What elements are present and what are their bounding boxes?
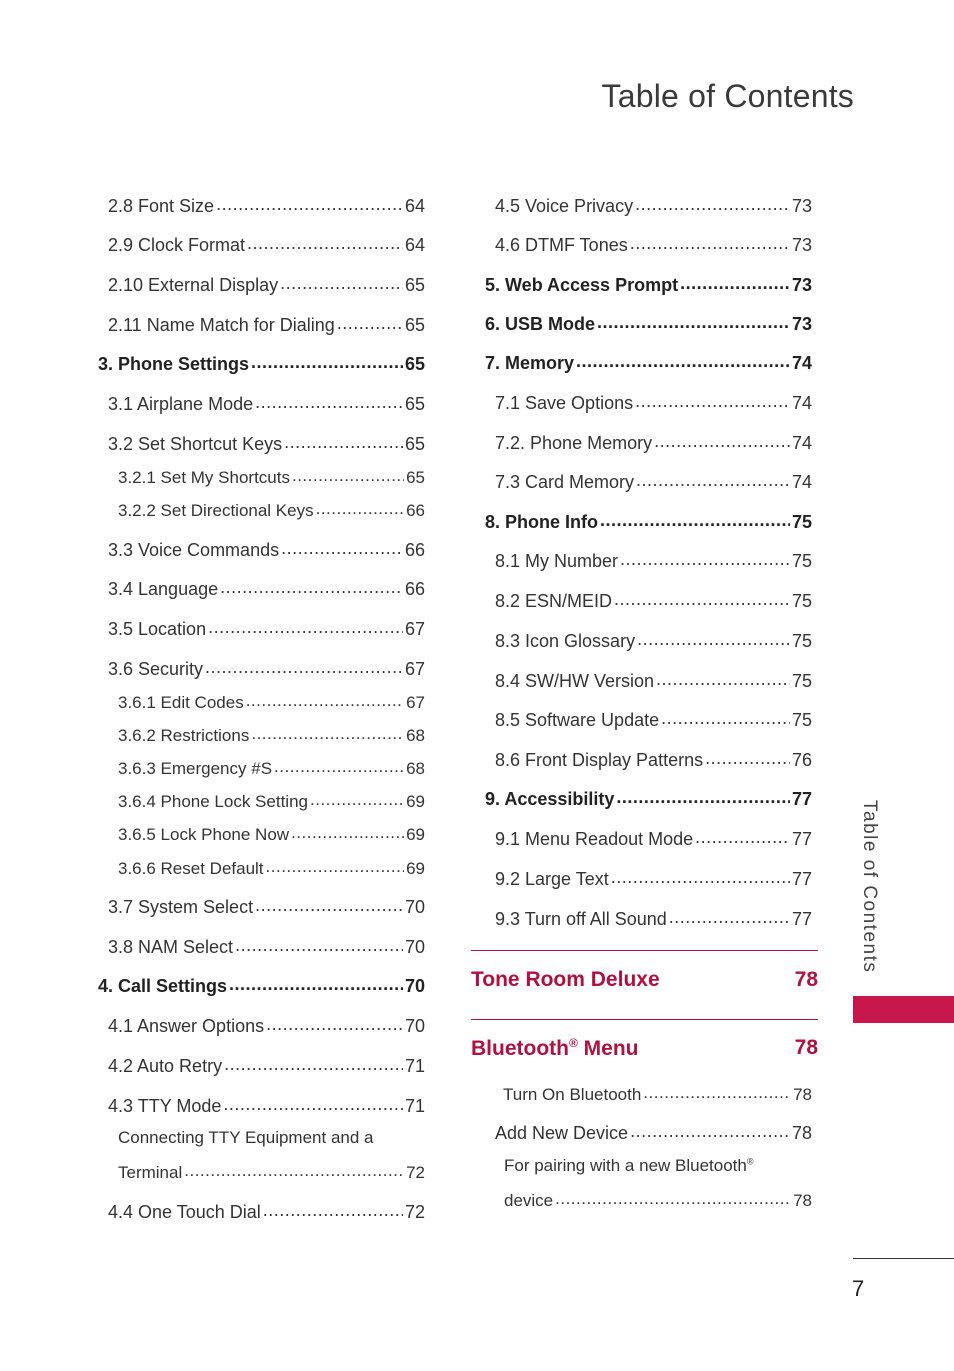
toc-entry[interactable]: 9.2 Large Text ..... 77 bbox=[495, 867, 812, 890]
toc-entry-sub[interactable]: Turn On Bluetooth ..... 78 bbox=[503, 1083, 812, 1105]
toc-entry-section[interactable]: 9. Accessibility ..... 77 bbox=[485, 787, 812, 810]
toc-entry-sub[interactable]: 3.6.5 Lock Phone Now ..... 69 bbox=[118, 823, 425, 845]
toc-entry-sub[interactable]: 3.2.2 Set Directional Keys ..... 66 bbox=[118, 499, 425, 521]
toc-entry[interactable]: 9.1 Menu Readout Mode ..... 77 bbox=[495, 827, 812, 850]
toc-entry[interactable]: 7.1 Save Options ..... 74 bbox=[495, 391, 812, 414]
page-number: 7 bbox=[852, 1276, 865, 1301]
toc-entry-sub[interactable]: 3.6.2 Restrictions ..... 68 bbox=[118, 724, 425, 746]
toc-entry[interactable]: 4.3 TTY Mode ..... 71 bbox=[108, 1094, 425, 1117]
toc-entry[interactable]: 3.7 System Select ..... 70 bbox=[108, 895, 425, 918]
toc-entry[interactable]: 8.2 ESN/MEID ..... 75 bbox=[495, 589, 812, 612]
toc-entry[interactable]: 2.8 Font Size ..... 64 bbox=[108, 194, 425, 217]
toc-entry-section[interactable]: 5. Web Access Prompt ..... 73 bbox=[485, 273, 812, 296]
toc-entry[interactable]: 9.3 Turn off All Sound ..... 77 bbox=[495, 907, 812, 930]
section-title: Tone Room Deluxe bbox=[471, 968, 660, 991]
section-title: Bluetooth® Menu bbox=[471, 1036, 639, 1060]
toc-entry[interactable]: 4.6 DTMF Tones ..... 73 bbox=[495, 233, 812, 256]
toc-entry[interactable]: 3.6 Security ..... 67 bbox=[108, 657, 425, 680]
toc-entry[interactable]: 3.3 Voice Commands ..... 66 bbox=[108, 538, 425, 561]
toc-entry[interactable]: 7.2. Phone Memory ..... 74 bbox=[495, 431, 812, 454]
toc-entry[interactable]: 2.11 Name Match for Dialing ..... 65 bbox=[108, 313, 425, 336]
toc-entry-sub[interactable]: 3.2.1 Set My Shortcuts ..... 65 bbox=[118, 466, 425, 488]
toc-entry-sub-line[interactable]: Connecting TTY Equipment and a bbox=[118, 1128, 374, 1147]
toc-entry[interactable]: 2.10 External Display ..... 65 bbox=[108, 273, 425, 296]
toc-entry-section[interactable]: 4. Call Settings ..... 70 bbox=[98, 974, 425, 997]
section-bluetooth-menu[interactable] bbox=[471, 1036, 818, 1061]
page-title: Table of Contents bbox=[601, 78, 854, 114]
toc-entry[interactable]: 3.1 Airplane Mode ..... 65 bbox=[108, 392, 425, 415]
toc-entry[interactable]: 3.2 Set Shortcut Keys ..... 65 bbox=[108, 432, 425, 455]
toc-entry-section[interactable]: 3. Phone Settings ..... 65 bbox=[98, 352, 425, 375]
toc-entry-sub[interactable]: device ..... 78 bbox=[504, 1189, 812, 1211]
toc-entry[interactable]: 3.4 Language ..... 66 bbox=[108, 577, 425, 600]
toc-entry[interactable]: 7.3 Card Memory ..... 74 bbox=[495, 470, 812, 493]
toc-entry-sub[interactable]: 3.6.1 Edit Codes ..... 67 bbox=[118, 691, 425, 713]
section-tab-marker bbox=[853, 996, 954, 1023]
toc-entry[interactable]: 3.5 Location ..... 67 bbox=[108, 617, 425, 640]
toc-entry[interactable]: 4.2 Auto Retry ..... 71 bbox=[108, 1054, 425, 1077]
footer-divider bbox=[853, 1258, 954, 1259]
toc-entry-section[interactable]: 8. Phone Info ..... 75 bbox=[485, 510, 812, 533]
toc-entry-section[interactable]: 6. USB Mode ..... 73 bbox=[485, 312, 812, 335]
toc-entry[interactable]: 8.4 SW/HW Version ..... 75 bbox=[495, 669, 812, 692]
toc-entry-sub[interactable]: 3.6.3 Emergency #S ..... 68 bbox=[118, 757, 425, 779]
section-page: 78 bbox=[794, 1036, 818, 1059]
toc-entry[interactable]: 8.1 My Number ..... 75 bbox=[495, 549, 812, 572]
toc-entry-sub[interactable]: 3.6.6 Reset Default ..... 69 bbox=[118, 857, 425, 879]
toc-entry[interactable]: Add New Device ..... 78 bbox=[495, 1121, 812, 1144]
toc-entry-section[interactable]: 7. Memory ..... 74 bbox=[485, 351, 812, 374]
section-divider bbox=[471, 950, 818, 951]
toc-entry[interactable]: 8.3 Icon Glossary ..... 75 bbox=[495, 629, 812, 652]
side-section-label: Table of Contents bbox=[859, 800, 880, 974]
section-divider bbox=[471, 1019, 818, 1020]
toc-entry[interactable]: 3.8 NAM Select ..... 70 bbox=[108, 935, 425, 958]
section-page: 78 bbox=[794, 968, 818, 991]
toc-entry[interactable]: 4.4 One Touch Dial ..... 72 bbox=[108, 1200, 425, 1223]
toc-entry-sub[interactable]: 3.6.4 Phone Lock Setting ..... 69 bbox=[118, 790, 425, 812]
toc-entry-sub-line[interactable]: For pairing with a new Bluetooth® bbox=[504, 1156, 754, 1175]
toc-entry-sub[interactable]: Terminal ..... 72 bbox=[118, 1161, 425, 1183]
toc-entry[interactable]: 4.5 Voice Privacy ..... 73 bbox=[495, 194, 812, 217]
toc-entry[interactable]: 8.5 Software Update ..... 75 bbox=[495, 708, 812, 731]
toc-entry[interactable]: 4.1 Answer Options ..... 70 bbox=[108, 1014, 425, 1037]
toc-entry[interactable]: 2.9 Clock Format ..... 64 bbox=[108, 233, 425, 256]
section-tone-room-deluxe[interactable] bbox=[471, 968, 818, 992]
toc-entry[interactable]: 8.6 Front Display Patterns ..... 76 bbox=[495, 748, 812, 771]
